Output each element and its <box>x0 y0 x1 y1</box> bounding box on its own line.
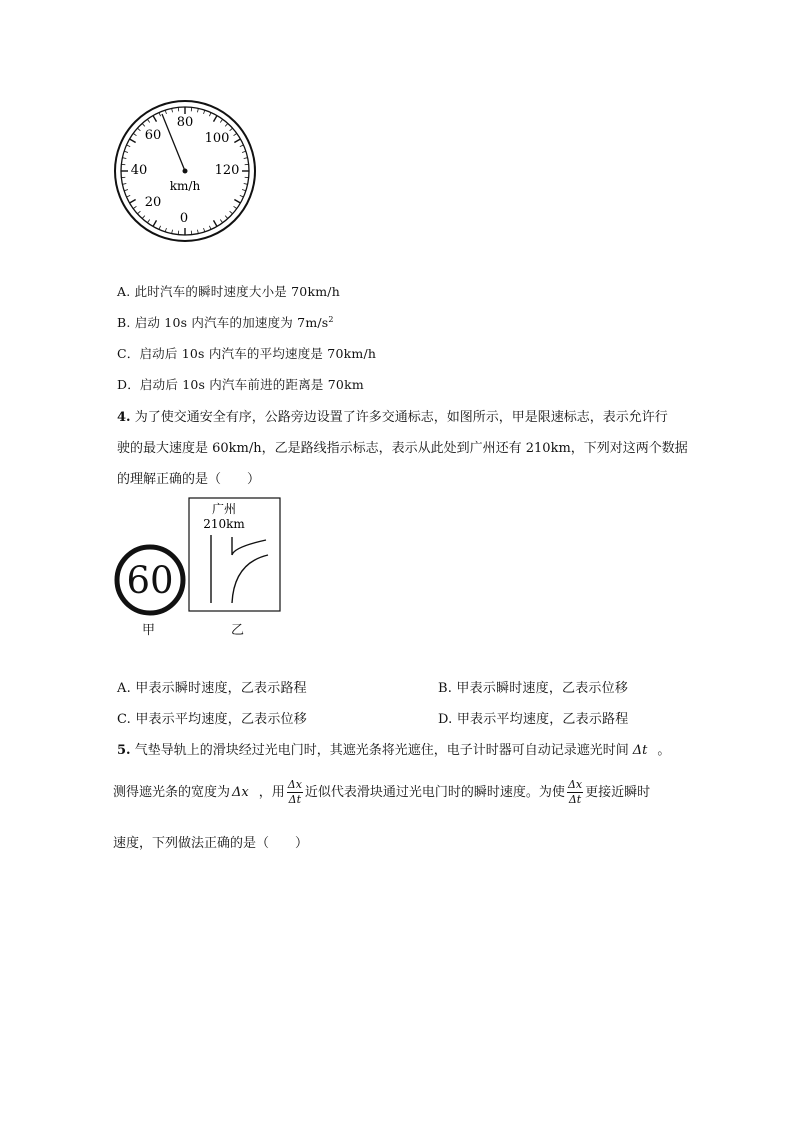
speedometer-tick-mark <box>172 230 173 234</box>
route-sign <box>188 497 282 613</box>
speedometer-tick-mark <box>147 220 149 223</box>
speedometer-tick-mark <box>234 200 240 204</box>
speed-tick-label-40: 40 <box>130 163 148 178</box>
q5-line-1-text: 气垫导轨上的滑块经过光电门时，其遮光条将光遮住，电子计时器可自动记录遮光时间 <box>134 743 629 758</box>
speedometer-tick-mark <box>124 151 128 152</box>
speedometer-tick-mark <box>197 230 198 234</box>
q4-stem-line-1 <box>117 406 668 425</box>
speedometer-tick-mark <box>153 220 157 226</box>
speedometer-tick-mark <box>225 123 228 126</box>
q5-delta-x-symbol: Δx <box>232 785 249 800</box>
q4-option-a: A. 甲表示瞬时速度，乙表示路程 <box>117 681 307 696</box>
q4-option-b: B. 甲表示瞬时速度，乙表示位移 <box>438 681 629 696</box>
speedometer-tick-mark <box>124 190 128 191</box>
speedometer-tick-mark <box>214 116 218 122</box>
q5-fraction-1-numerator: Δx <box>287 778 302 791</box>
route-sign-branch-curve-2 <box>232 555 268 603</box>
speedometer-tick-mark <box>153 116 157 122</box>
q5-fraction-1-denominator: Δt <box>288 793 302 806</box>
speed-unit-label: km/h <box>169 179 201 193</box>
speedometer-tick-mark <box>159 226 161 230</box>
q4-stem-text-1: 为了使交通安全有序，公路旁边设置了许多交通标志，如图所示，甲是限速标志，表示允许行 <box>134 410 668 425</box>
speedometer-tick-mark <box>214 220 218 226</box>
speedometer-tick-mark <box>225 216 228 219</box>
q3-option-c: C．启动后 10s 内汽车的平均速度是 70km/h <box>117 346 377 361</box>
q5-number: 5. <box>117 743 131 758</box>
speedometer-tick-mark <box>147 119 149 122</box>
speedometer-tick-mark <box>242 151 246 152</box>
speedometer-tick-mark <box>240 145 244 147</box>
speedometer-tick-mark <box>122 183 126 184</box>
q5-line-2-d: 更接近瞬时 <box>585 785 651 800</box>
speedometer-tick-mark <box>137 128 140 131</box>
speed-tick-label-60: 60 <box>144 128 162 143</box>
q3-option-b <box>117 313 334 331</box>
q3-option-a: A. 此时汽车的瞬时速度大小是 70km/h <box>117 284 340 299</box>
speedometer-tick-mark <box>127 145 131 147</box>
speedometer-tick-mark <box>230 128 233 131</box>
q5-line-1-end: 。 <box>657 743 671 758</box>
speedometer-tick-mark <box>244 183 248 184</box>
sign-yi-caption: 乙 <box>231 623 245 638</box>
q5-line-1 <box>117 739 670 758</box>
speedometer-tick-mark <box>133 206 136 208</box>
q5-fraction-2-numerator: Δx <box>567 778 583 791</box>
speedometer-tick-mark <box>137 211 140 214</box>
q3-option-b-text: B. 启动 10s 内汽车的加速度为 7m/s <box>117 315 329 330</box>
speedometer-tick-mark <box>204 110 205 114</box>
speedometer-tick-mark <box>127 195 131 197</box>
speedometer-tick-mark <box>142 123 145 126</box>
speed-limit-sign <box>114 544 186 616</box>
route-sign-city: 广州 <box>211 502 237 516</box>
q4-stem-line-3: 的理解正确的是（ ） <box>117 472 261 487</box>
speed-limit-value: 60 <box>126 559 174 602</box>
speedometer-tick-mark <box>165 228 166 232</box>
q4-number: 4. <box>117 410 131 425</box>
q5-line-2 <box>113 775 650 811</box>
speedometer-tick-mark <box>172 108 173 112</box>
speedometer-tick-mark <box>220 119 222 122</box>
speedometer-tick-mark <box>230 211 233 214</box>
speedometer-tick-mark <box>209 113 211 117</box>
speedometer-tick-mark <box>133 133 136 135</box>
speedometer-tick-mark <box>234 206 237 208</box>
speed-tick-label-0: 0 <box>179 211 189 226</box>
sign-jia-caption: 甲 <box>142 623 156 638</box>
speed-tick-label-80: 80 <box>176 115 194 130</box>
q5-line-2-b: ，用 <box>258 785 285 800</box>
q4-option-d: D. 甲表示平均速度，乙表示路程 <box>438 712 629 727</box>
q5-fraction-2-denominator: Δt <box>568 793 582 806</box>
speedometer-tick-mark <box>234 133 237 135</box>
speedometer-tick-mark <box>130 139 136 143</box>
route-sign-distance: 210km <box>203 517 245 531</box>
q4-option-c: C. 甲表示平均速度，乙表示位移 <box>117 712 307 727</box>
speedometer-tick-mark <box>242 190 246 191</box>
speed-tick-label-120: 120 <box>214 163 240 178</box>
speedometer-tick-mark <box>244 158 248 159</box>
q5-fraction-2 <box>567 778 583 807</box>
speedometer-tick-mark <box>204 228 205 232</box>
speedometer-tick-mark <box>130 200 136 204</box>
speedometer-tick-mark <box>165 110 166 114</box>
speedometer-tick-mark <box>197 108 198 112</box>
speed-tick-label-100: 100 <box>204 131 230 146</box>
speed-tick-label-20: 20 <box>144 195 162 210</box>
speedometer-tick-mark <box>159 113 161 117</box>
q3-option-d: D．启动后 10s 内汽车前进的距离是 70km <box>117 377 364 392</box>
speedometer-tick-mark <box>240 195 244 197</box>
q5-fraction-1 <box>287 778 303 807</box>
q5-line-3: 速度，下列做法正确的是（ ） <box>113 836 309 851</box>
speedometer-tick-mark <box>234 139 240 143</box>
q5-delta-t-symbol: Δt <box>632 743 648 758</box>
q5-line-2-a: 测得遮光条的宽度为 <box>113 785 231 800</box>
q3-option-b-superscript: 2 <box>328 314 334 324</box>
q5-line-2-c: 近似代表滑块通过光电门时的瞬时速度。为使 <box>304 785 565 800</box>
speedometer-tick-mark <box>220 220 222 223</box>
speedometer-tick-mark <box>142 216 145 219</box>
speedometer-tick-mark <box>122 158 126 159</box>
speedometer-hub <box>183 169 188 174</box>
route-sign-branch-curve-1 <box>232 537 266 555</box>
speedometer-tick-mark <box>209 226 211 230</box>
speedometer-figure <box>112 98 258 244</box>
q4-stem-line-2: 驶的最大速度是 60km/h，乙是路线指示标志，表示从此处到广州还有 210km，下列对这两个数据 <box>117 441 688 456</box>
